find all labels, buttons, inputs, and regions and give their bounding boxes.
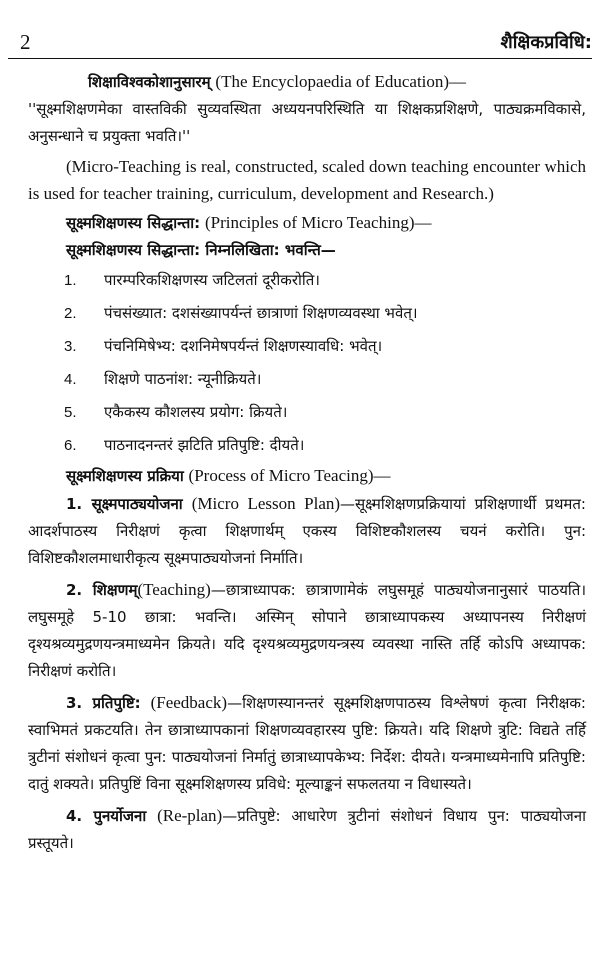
process-heading: सूक्ष्मशिक्षणस्य प्रक्रिया (Process of Micro Teacing)— — [66, 466, 391, 485]
encyclopaedia-definition — [50, 68, 586, 96]
list-item: 3. पंचनिमिषेभ्य: दशनिमेषपर्यन्तं शिक्षणस्यावधि: भवेत्। — [64, 337, 383, 355]
principles-list — [50, 264, 586, 462]
page-number: 2 — [20, 30, 31, 54]
process-step-3: 3. प्रतिपुष्टि: (Feedback)—शिक्षणस्यानन्तरं सूक्ष्मशिक्षणपाठस्य विश्लेषणं कृत्वा निरीक्षक: स्वाभिमतं प्रकटयति। तेन छात्राध्यापकानां शिक्षणव्यवहारस्य पुष्टि: क्रियते। यदि शिक्षणे त्रुटि: विद्यते तर्हि त्रुटीनां संशोधनं कृत्वा पुन: पाठ्ययोजनां निर्मातुं छात्राध्यापकेभ्य: निर्देश: दीयते। यन्त्रमाध्यमेनापि प्रतिपुष्टि: दातुं शक्यते। प्रतिपुष्टिं विना सूक्ष्मशिक्षणस्य प्रविधे: मूल्याङ्कनं सफलतया न विधास्यते। — [28, 693, 586, 793]
page-header — [8, 30, 592, 58]
list-item: 1. पारम्परिकशिक्षणस्य जटिलतां दूरीकरोति। — [64, 271, 320, 289]
list-item: 2. पंचसंख्यात: दशसंख्यापर्यन्तं छात्राणां शिक्षणव्यवस्था भवेत्। — [64, 304, 418, 322]
principles-subheading: सूक्ष्मशिक्षणस्य सिद्धान्ता: निम्नलिखिता: भवन्ति— — [66, 241, 336, 259]
list-item: 5. एकैकस्य कौशलस्य प्रयोग: क्रियते। — [64, 403, 288, 421]
encyclopaedia-term: शिक्षाविश्वकोशानुसारम् — [88, 73, 211, 91]
encyclopaedia-term-english: (The Encyclopaedia of Education)— — [215, 72, 467, 91]
running-title: शैक्षिकप्रविधि: — [500, 32, 592, 53]
process-step-4: 4. पुनर्योजना (Re-plan)—प्रतिपुष्टे: आधारेण त्रुटीनां संशोधनं विधाय पुन: पाठ्ययोजना प्रस्तूयते। — [28, 806, 586, 852]
page-body — [28, 68, 587, 857]
list-item: 4. शिक्षणे पाठनांश: न्यूनीक्रियते। — [64, 370, 262, 388]
process-step-2: 2. शिक्षणम्(Teaching)—छात्राध्यापक: छात्राणामेकं लघुसमूहं पाठ्ययोजनानुसारं पाठयति। लघुसमूहे 5-10 छात्रा: भवन्ति। अस्मिन् सोपाने छात्राध्यापकस्य अध्यापनस्य निरीक्षणं दृश्यश्रव्यमुद्रणयन्त्रमाध्यमेन क्रियते। यदि दृश्यश्रव्यमुद्रणयन्त्रस्य व्यवस्था नास्ति तर्हि कोऽपि अध्यापक: निरीक्षणं करोति। — [28, 580, 587, 680]
definition-quote: ''सूक्ष्मशिक्षणमेका वास्तविकी सुव्यवस्थिता अध्ययनपरिस्थिति या शिक्षकप्रशिक्षणे, पाठ्यक्रमविकासे, अनुसन्धाने च प्रयुक्ता भवति।'' — [28, 100, 586, 145]
principles-heading: सूक्ष्मशिक्षणस्य सिद्धान्ता: (Principles of Micro Teaching)— — [66, 213, 432, 232]
process-step-1: 1. सूक्ष्मपाठ्ययोजना (Micro Lesson Plan)—सूक्ष्मशिक्षणप्रक्रियायां प्रशिक्षणार्थी प्रथमत: आदर्शपाठस्य निरीक्षणं कृत्वा शिक्षणार्थम् एकस्य विशिष्टकौशलस्य चयनं करोति। पुन: विशिष्टकौशलमाधारीकृत्य सूक्ष्मपाठ्ययोजनां निर्माति। — [28, 494, 586, 567]
definition-translation: (Micro-Teaching is real, constructed, scaled down teaching encounter which is used for teacher training, curriculum, development and Research.) — [28, 157, 586, 203]
list-item: 6. पाठनादनन्तरं झटिति प्रतिपुष्टि: दीयते। — [64, 436, 305, 454]
header-rule — [8, 58, 592, 59]
